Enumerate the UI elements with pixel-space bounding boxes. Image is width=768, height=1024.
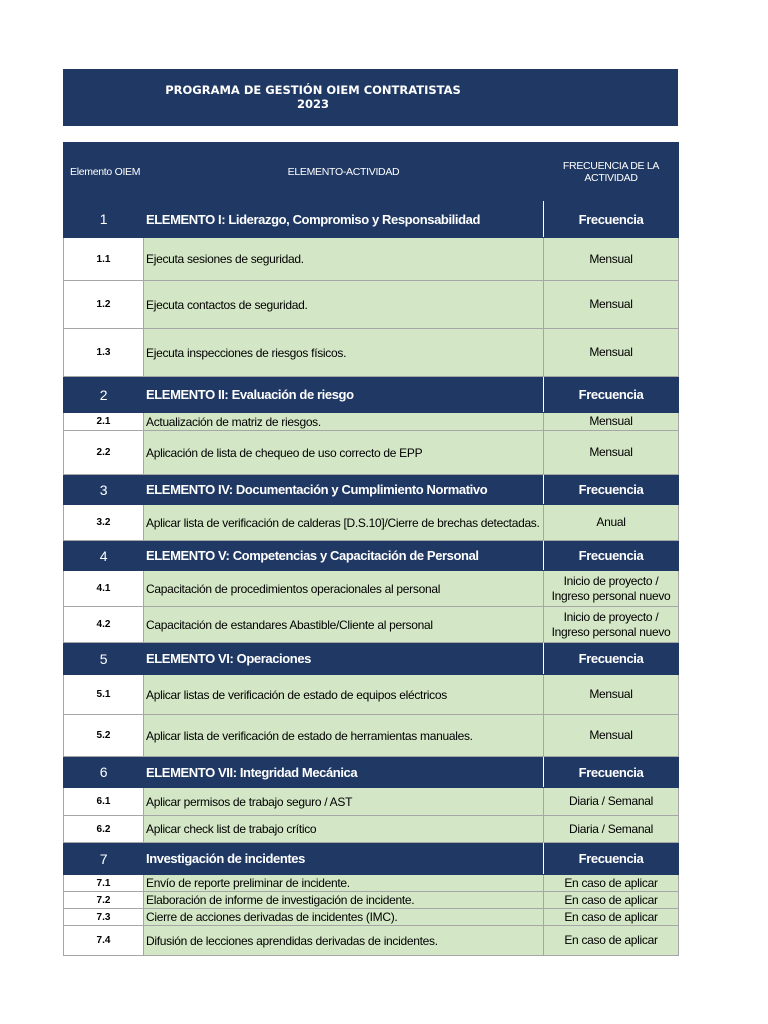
item-frequency: En caso de aplicar bbox=[544, 892, 679, 909]
section-title: ELEMENTO V: Competencias y Capacitación de Personal bbox=[144, 541, 544, 571]
title-banner bbox=[63, 69, 678, 126]
section-row bbox=[64, 843, 679, 875]
section-row bbox=[64, 201, 679, 238]
table-row bbox=[64, 715, 679, 757]
table-row bbox=[64, 892, 679, 909]
table-row bbox=[64, 909, 679, 926]
table-row bbox=[64, 413, 679, 431]
item-number: 4.2 bbox=[64, 607, 144, 643]
section-row bbox=[64, 541, 679, 571]
header-frecuencia bbox=[544, 143, 679, 201]
item-activity: Cierre de acciones derivadas de incidentes (IMC). bbox=[144, 909, 544, 926]
table-row bbox=[64, 238, 679, 281]
program-title: PROGRAMA DE GESTIÓN OIEM CONTRATISTAS bbox=[165, 83, 461, 97]
program-year: 2023 bbox=[296, 97, 329, 111]
section-title: ELEMENTO II: Evaluación de riesgo bbox=[144, 377, 544, 413]
item-frequency: En caso de aplicar bbox=[544, 909, 679, 926]
item-frequency: Anual bbox=[544, 505, 679, 541]
item-number: 7.3 bbox=[64, 909, 144, 926]
item-frequency: Mensual bbox=[544, 281, 679, 329]
item-frequency: Mensual bbox=[544, 715, 679, 757]
table-row bbox=[64, 816, 679, 843]
table-row bbox=[64, 788, 679, 816]
section-freq-label: Frecuencia bbox=[544, 377, 679, 413]
table-row bbox=[64, 431, 679, 475]
item-number: 6.2 bbox=[64, 816, 144, 843]
item-frequency-line2: Ingreso personal nuevo bbox=[551, 588, 671, 603]
item-activity: Aplicar permisos de trabajo seguro / AST bbox=[144, 788, 544, 816]
item-activity: Elaboración de informe de investigación de incidente. bbox=[144, 892, 544, 909]
item-frequency-line1: Inicio de proyecto / bbox=[563, 609, 659, 624]
section-row bbox=[64, 757, 679, 788]
item-number: 6.1 bbox=[64, 788, 144, 816]
section-title: ELEMENTO I: Liderazgo, Compromiso y Responsabilidad bbox=[144, 201, 544, 238]
header-elemento-actividad: ELEMENTO-ACTIVIDAD bbox=[144, 143, 544, 201]
item-frequency: Mensual bbox=[544, 675, 679, 715]
activities-table bbox=[63, 142, 679, 956]
item-activity: Difusión de lecciones aprendidas derivadas de incidentes. bbox=[144, 926, 544, 956]
section-row bbox=[64, 475, 679, 505]
item-frequency-line1: Inicio de proyecto / bbox=[563, 573, 659, 588]
item-number: 7.4 bbox=[64, 926, 144, 956]
item-frequency: En caso de aplicar bbox=[544, 926, 679, 956]
table-row bbox=[64, 675, 679, 715]
item-frequency bbox=[544, 607, 679, 643]
section-freq-label: Frecuencia bbox=[544, 541, 679, 571]
item-number: 1.3 bbox=[64, 329, 144, 377]
section-row bbox=[64, 643, 679, 675]
item-number: 2.1 bbox=[64, 413, 144, 431]
item-activity: Aplicar check list de trabajo crítico bbox=[144, 816, 544, 843]
item-number: 1.2 bbox=[64, 281, 144, 329]
section-freq-label: Frecuencia bbox=[544, 643, 679, 675]
item-frequency: Mensual bbox=[544, 431, 679, 475]
item-activity: Capacitación de estandares Abastible/Cliente al personal bbox=[144, 607, 544, 643]
item-activity: Aplicar listas de verificación de estado de equipos eléctricos bbox=[144, 675, 544, 715]
section-freq-label: Frecuencia bbox=[544, 475, 679, 505]
item-activity: Capacitación de procedimientos operacionales al personal bbox=[144, 571, 544, 607]
item-frequency bbox=[544, 571, 679, 607]
section-number: 6 bbox=[64, 757, 144, 788]
section-title: Investigación de incidentes bbox=[144, 843, 544, 875]
item-frequency: En caso de aplicar bbox=[544, 875, 679, 892]
item-number: 1.1 bbox=[64, 238, 144, 281]
section-freq-label: Frecuencia bbox=[544, 843, 679, 875]
item-activity: Aplicar lista de verificación de calderas [D.S.10]/Cierre de brechas detectadas. bbox=[144, 505, 544, 541]
section-number: 7 bbox=[64, 843, 144, 875]
section-number: 2 bbox=[64, 377, 144, 413]
item-frequency: Mensual bbox=[544, 329, 679, 377]
section-freq-label: Frecuencia bbox=[544, 757, 679, 788]
item-number: 5.1 bbox=[64, 675, 144, 715]
item-activity: Ejecuta inspecciones de riesgos físicos. bbox=[144, 329, 544, 377]
table-row bbox=[64, 281, 679, 329]
section-title: ELEMENTO VII: Integridad Mecánica bbox=[144, 757, 544, 788]
table-row bbox=[64, 607, 679, 643]
header-elemento-oiem: Elemento OIEM bbox=[64, 143, 144, 201]
table-row bbox=[64, 571, 679, 607]
section-title: ELEMENTO VI: Operaciones bbox=[144, 643, 544, 675]
item-activity: Ejecuta contactos de seguridad. bbox=[144, 281, 544, 329]
table-row bbox=[64, 875, 679, 892]
item-number: 2.2 bbox=[64, 431, 144, 475]
section-number: 3 bbox=[64, 475, 144, 505]
item-activity: Aplicación de lista de chequeo de uso correcto de EPP bbox=[144, 431, 544, 475]
table-row bbox=[64, 505, 679, 541]
item-number: 7.2 bbox=[64, 892, 144, 909]
item-number: 5.2 bbox=[64, 715, 144, 757]
header-frecuencia-line1: FRECUENCIA DE LA bbox=[562, 159, 660, 172]
item-frequency-line2: Ingreso personal nuevo bbox=[551, 624, 671, 639]
item-number: 3.2 bbox=[64, 505, 144, 541]
item-number: 4.1 bbox=[64, 571, 144, 607]
section-number: 5 bbox=[64, 643, 144, 675]
item-activity: Actualización de matriz de riesgos. bbox=[144, 413, 544, 431]
section-row bbox=[64, 377, 679, 413]
item-number: 7.1 bbox=[64, 875, 144, 892]
item-frequency: Diaria / Semanal bbox=[544, 816, 679, 843]
item-activity: Envío de reporte preliminar de incidente. bbox=[144, 875, 544, 892]
section-number: 1 bbox=[64, 201, 144, 238]
section-number: 4 bbox=[64, 541, 144, 571]
item-frequency: Diaria / Semanal bbox=[544, 788, 679, 816]
item-activity: Ejecuta sesiones de seguridad. bbox=[144, 238, 544, 281]
item-activity: Aplicar lista de verificación de estado de herramientas manuales. bbox=[144, 715, 544, 757]
table-row bbox=[64, 926, 679, 956]
table-row bbox=[64, 329, 679, 377]
item-frequency: Mensual bbox=[544, 238, 679, 281]
header-frecuencia-line2: ACTIVIDAD bbox=[584, 171, 638, 184]
table-header-row bbox=[64, 143, 679, 201]
item-frequency: Mensual bbox=[544, 413, 679, 431]
section-freq-label: Frecuencia bbox=[544, 201, 679, 238]
section-title: ELEMENTO IV: Documentación y Cumplimiento Normativo bbox=[144, 475, 544, 505]
